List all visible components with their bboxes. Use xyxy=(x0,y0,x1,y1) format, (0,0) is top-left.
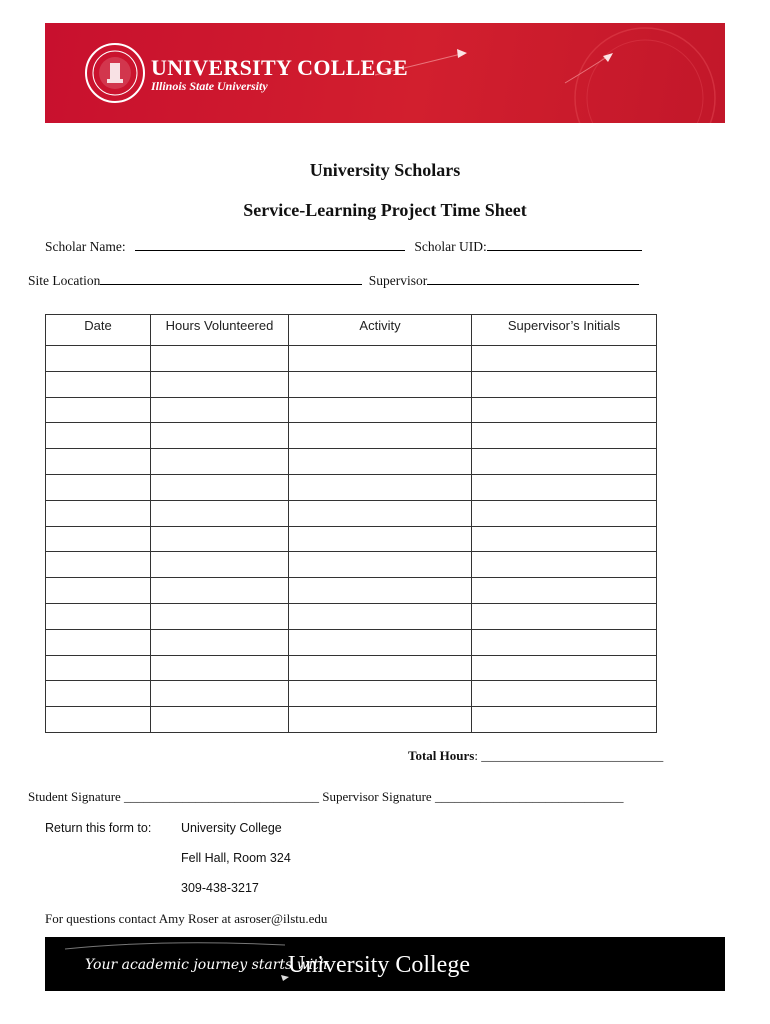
initials-cell[interactable] xyxy=(472,578,657,604)
return-line-2: Fell Hall, Room 324 xyxy=(181,851,291,865)
table-row xyxy=(46,526,657,552)
column-header-hours: Hours Volunteered xyxy=(151,315,289,346)
hours-cell[interactable] xyxy=(151,707,289,733)
table-row xyxy=(46,578,657,604)
column-header-activity: Activity xyxy=(289,315,472,346)
activity-cell[interactable] xyxy=(289,526,472,552)
org-name: UNIVERSITY COLLEGE xyxy=(151,55,409,80)
table-row xyxy=(46,707,657,733)
table-header-row xyxy=(46,315,657,346)
return-line-3: 309-438-3217 xyxy=(181,881,259,895)
date-cell[interactable] xyxy=(46,603,151,629)
date-cell[interactable] xyxy=(46,474,151,500)
date-cell[interactable] xyxy=(46,578,151,604)
table-row xyxy=(46,500,657,526)
hours-cell[interactable] xyxy=(151,346,289,372)
initials-cell[interactable] xyxy=(472,603,657,629)
total-hours-label: Total Hours xyxy=(408,748,475,763)
site-location-field[interactable] xyxy=(100,272,362,285)
hours-cell[interactable] xyxy=(151,397,289,423)
supervisor-field[interactable] xyxy=(427,272,639,285)
initials-cell[interactable] xyxy=(472,552,657,578)
initials-cell[interactable] xyxy=(472,397,657,423)
table-row xyxy=(46,474,657,500)
hours-cell[interactable] xyxy=(151,655,289,681)
time-sheet-table xyxy=(45,314,657,733)
scholar-name-row xyxy=(45,238,642,255)
date-cell[interactable] xyxy=(46,552,151,578)
date-cell[interactable] xyxy=(46,707,151,733)
activity-cell[interactable] xyxy=(289,552,472,578)
initials-cell[interactable] xyxy=(472,629,657,655)
supervisor-signature-field[interactable]: Supervisor Signature _____________________________ xyxy=(322,789,624,804)
date-cell[interactable] xyxy=(46,655,151,681)
date-cell[interactable] xyxy=(46,346,151,372)
page-subtitle: Service-Learning Project Time Sheet xyxy=(243,200,527,220)
hours-cell[interactable] xyxy=(151,500,289,526)
footer-tagline-name: University College xyxy=(288,952,470,978)
initials-cell[interactable] xyxy=(472,371,657,397)
table-row xyxy=(46,681,657,707)
date-cell[interactable] xyxy=(46,500,151,526)
table-row xyxy=(46,449,657,475)
activity-cell[interactable] xyxy=(289,346,472,372)
site-row xyxy=(28,272,639,289)
activity-cell[interactable] xyxy=(289,655,472,681)
table-row xyxy=(46,629,657,655)
footer-banner xyxy=(45,937,725,991)
hours-cell[interactable] xyxy=(151,603,289,629)
date-cell[interactable] xyxy=(46,526,151,552)
signature-row xyxy=(28,789,623,805)
initials-cell[interactable] xyxy=(472,346,657,372)
table-row xyxy=(46,655,657,681)
activity-cell[interactable] xyxy=(289,474,472,500)
return-label: Return this form to: xyxy=(45,821,152,835)
hours-cell[interactable] xyxy=(151,629,289,655)
hours-cell[interactable] xyxy=(151,449,289,475)
column-header-date: Date xyxy=(46,315,151,346)
hours-cell[interactable] xyxy=(151,474,289,500)
header-banner xyxy=(45,23,725,123)
activity-cell[interactable] xyxy=(289,603,472,629)
activity-cell[interactable] xyxy=(289,500,472,526)
table-row xyxy=(46,397,657,423)
site-location-label: Site Location xyxy=(28,273,101,288)
supervisor-label: Supervisor xyxy=(368,273,428,288)
hours-cell[interactable] xyxy=(151,526,289,552)
activity-cell[interactable] xyxy=(289,681,472,707)
activity-cell[interactable] xyxy=(289,707,472,733)
scholar-uid-label: Scholar UID: xyxy=(414,239,487,254)
hours-cell[interactable] xyxy=(151,681,289,707)
hours-cell[interactable] xyxy=(151,578,289,604)
activity-cell[interactable] xyxy=(289,423,472,449)
table-row xyxy=(46,603,657,629)
hours-cell[interactable] xyxy=(151,552,289,578)
scholar-name-field[interactable] xyxy=(135,238,405,251)
date-cell[interactable] xyxy=(46,681,151,707)
activity-cell[interactable] xyxy=(289,578,472,604)
initials-cell[interactable] xyxy=(472,474,657,500)
scholar-name-label: Scholar Name: xyxy=(45,239,126,254)
initials-cell[interactable] xyxy=(472,500,657,526)
table-row xyxy=(46,346,657,372)
page-title: University Scholars xyxy=(309,160,461,180)
scholar-uid-field[interactable] xyxy=(487,238,642,251)
initials-cell[interactable] xyxy=(472,449,657,475)
hours-cell[interactable] xyxy=(151,423,289,449)
contact-line: For questions contact Amy Roser at asroser@ilstu.edu xyxy=(45,911,328,926)
footer-tagline-script: Your academic journey starts with xyxy=(85,957,328,973)
initials-cell[interactable] xyxy=(472,423,657,449)
university-seal-icon xyxy=(85,43,145,103)
initials-cell[interactable] xyxy=(472,655,657,681)
activity-cell[interactable] xyxy=(289,371,472,397)
table-row xyxy=(46,423,657,449)
org-subtitle: Illinois State University xyxy=(151,79,268,93)
date-cell[interactable] xyxy=(46,423,151,449)
column-header-initials: Supervisor’s Initials xyxy=(472,315,657,346)
initials-cell[interactable] xyxy=(472,707,657,733)
date-cell[interactable] xyxy=(46,397,151,423)
total-hours-field[interactable]: : ____________________________ xyxy=(474,748,664,763)
activity-cell[interactable] xyxy=(289,449,472,475)
hours-cell[interactable] xyxy=(151,371,289,397)
student-signature-field[interactable]: Student Signature ______________________________ xyxy=(28,789,320,804)
date-cell[interactable] xyxy=(46,449,151,475)
initials-cell[interactable] xyxy=(472,526,657,552)
date-cell[interactable] xyxy=(46,629,151,655)
date-cell[interactable] xyxy=(46,371,151,397)
return-line-1: University College xyxy=(181,821,282,835)
total-hours xyxy=(408,748,663,764)
initials-cell[interactable] xyxy=(472,681,657,707)
table-row xyxy=(46,371,657,397)
table-row xyxy=(46,552,657,578)
activity-cell[interactable] xyxy=(289,629,472,655)
activity-cell[interactable] xyxy=(289,397,472,423)
